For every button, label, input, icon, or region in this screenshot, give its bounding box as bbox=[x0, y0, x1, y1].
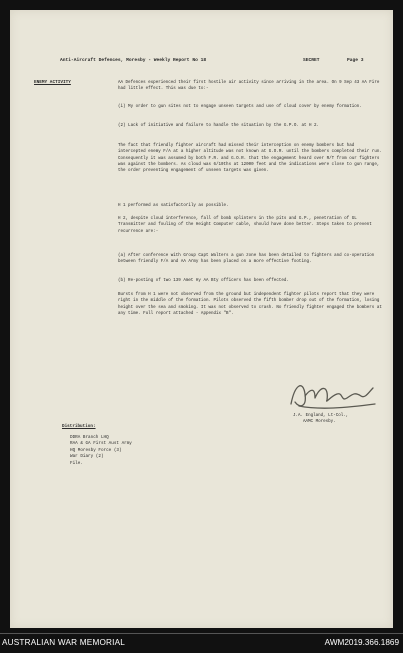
signatory-block bbox=[293, 413, 348, 426]
paragraph-1: AA Defences experienced their first hostile air activity since arriving in the area. On 9 Sep 43 AA Fire had little effect. This was due to:- bbox=[118, 81, 380, 92]
classification-label: SECRET bbox=[303, 58, 320, 63]
distribution-heading: Distribution: bbox=[62, 424, 96, 429]
distribution-list bbox=[62, 424, 132, 468]
archive-footer bbox=[0, 633, 403, 653]
footer-accession-number: AWM2019.366.1869 bbox=[324, 638, 399, 647]
recipient-item: War Diary (2) bbox=[70, 454, 104, 460]
paragraph-7: (a) After conference with Group Capt Walters a gun zone has been detailed to fighters and co-operation between friendly F/A and AA Army has been placed on a more effective footing. bbox=[118, 254, 375, 265]
recipient-item: DDRA Branch LHQ bbox=[70, 434, 109, 440]
paragraph-2: (i) My order to gun sites not to engage unseen targets and use of cloud cover by enemy formation. bbox=[118, 105, 362, 109]
page-number: Page 3 bbox=[347, 58, 364, 63]
paragraph-9: Bursts from H 1 were not observed from the ground but independent fighter pilots report that they were right in the middle of the formation. Pilots observed the fifth bomber drop out of the formation, losing height over the sea and smoking. It was not observed to crash. No friendly fighter engaged the bombers at any time. Full report attached - Appendix "B". bbox=[118, 293, 382, 316]
footer-institution: AUSTRALIAN WAR MEMORIAL bbox=[2, 638, 126, 647]
recipient-item: RAA & GA First Aust Army bbox=[70, 441, 132, 447]
report-title: Anti-Aircraft Defences, Moresby - Weekly Report No 18 bbox=[60, 58, 207, 63]
section-heading-enemy-activity: ENEMY ACTIVITY bbox=[34, 80, 71, 85]
signatory-name: J.A. England, Lt-Col., bbox=[293, 414, 349, 418]
paragraph-4: The fact that friendly fighter aircraft had missed their interception on enemy bombers but had intercepted enemy F/A at a higher altitude was not known at G.O.R. until the bombers completed their run. Consequently it was assumed by both F.R. and G.O.R. that the engagement heard over R/T from our fighters was against the bombers. As cloud was 6/10ths at 12000 feet and the indications were close to gun range, the order preventing engagement of unseen targets was given. bbox=[118, 144, 382, 174]
paragraph-8: (b) Re-posting of two 139 Amet Hy AA Bty officers has been effected. bbox=[118, 279, 289, 283]
recipient-item: HQ Moresby Force (3) bbox=[70, 447, 122, 453]
paragraph-6: H 2, despite cloud interference, fall of bomb splinters in the pits and G.P., penetration of GL Transmitter and fouling of the Height Computer cable, should have done better. Steps taken to prevent recurrence are:- bbox=[118, 217, 372, 234]
footer-divider bbox=[0, 633, 403, 634]
paragraph-5: H 1 performed as satisfactorily as possible. bbox=[118, 204, 229, 208]
document-page bbox=[10, 10, 393, 628]
signatory-title: AAMC Moresby. bbox=[303, 420, 336, 425]
paragraph-3: (2) Lack of initiative and failure to handle the situation by the G.P.O. at H 2. bbox=[118, 124, 320, 128]
recipient-item: File. bbox=[70, 460, 83, 466]
handwritten-signature bbox=[285, 374, 380, 414]
